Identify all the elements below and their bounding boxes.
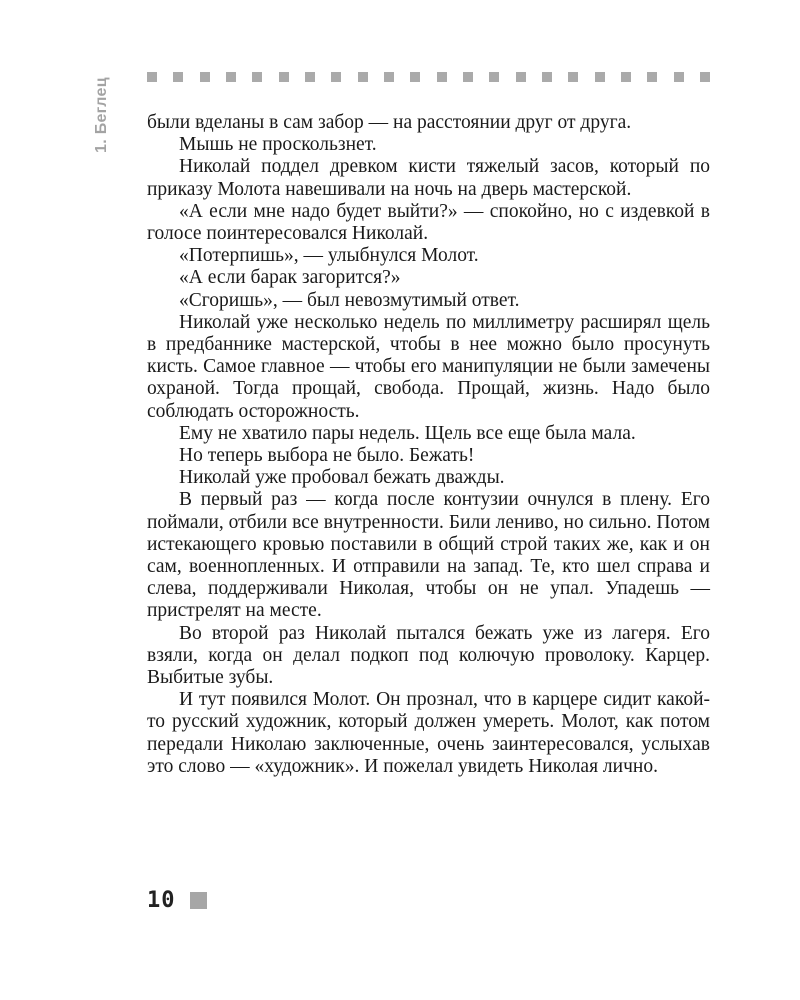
header-decoration <box>147 72 710 82</box>
header-square <box>700 72 710 82</box>
page-footer <box>147 887 207 913</box>
paragraph: «А если мне надо будет выйти?» — спокойно, но с издевкой в голосе поинтересовался Николай. <box>147 200 710 245</box>
paragraph: В первый раз — когда после контузии очнулся в плену. Его поймали, отбили все внутренности. Били лениво, но сильно. Потом истекающего кровью поставили в общий строй таких же, как и он сам, военнопленных. И отправили на запад. Те, кто шел справа и слева, поддерживали Николая, чтобы он не упал. Упадешь — пристрелят на месте. <box>147 489 710 622</box>
paragraph: Ему не хватило пары недель. Щель все еще была мала. <box>179 422 636 444</box>
header-square <box>516 72 526 82</box>
header-square <box>410 72 420 82</box>
header-square <box>568 72 578 82</box>
footer-square <box>190 892 207 909</box>
header-square <box>647 72 657 82</box>
header-square <box>200 72 210 82</box>
header-square <box>595 72 605 82</box>
paragraph: «Потерпишь», — улыбнулся Молот. <box>179 245 479 267</box>
header-square <box>331 72 341 82</box>
header-square <box>384 72 394 82</box>
chapter-title: 1. Беглец <box>93 77 110 153</box>
header-square <box>437 72 447 82</box>
header-square <box>147 72 157 82</box>
header-square <box>173 72 183 82</box>
header-square <box>358 72 368 82</box>
paragraph: «А если барак загорится?» <box>179 267 401 289</box>
header-square <box>305 72 315 82</box>
header-square <box>279 72 289 82</box>
header-square <box>226 72 236 82</box>
paragraph: Николай уже пробовал бежать дважды. <box>179 467 505 489</box>
paragraph: Николай уже несколько недель по миллиметру расширял щель в предбаннике мастерской, чтобы в нее можно было просунуть кисть. Самое главное — чтобы его манипуляции не были замечены охраной. Тогда прощай, свобода. Прощай, жизнь. Надо было соблюдать осторожность. <box>147 311 710 422</box>
paragraph: Мышь не проскользнет. <box>179 134 377 156</box>
body-text <box>147 112 710 778</box>
header-square <box>621 72 631 82</box>
header-square <box>542 72 552 82</box>
paragraph: Но теперь выбора не было. Бежать! <box>179 445 475 467</box>
header-square <box>463 72 473 82</box>
header-square <box>252 72 262 82</box>
page-number: 10 <box>147 887 176 913</box>
paragraph: были вделаны в сам забор — на расстоянии друг от друга. <box>147 112 632 133</box>
paragraph: Николай поддел древком кисти тяжелый засов, который по приказу Молота навешивали на ночь на дверь мастерской. <box>147 156 710 200</box>
header-square <box>674 72 684 82</box>
paragraph: И тут появился Молот. Он прознал, что в карцере сидит какой-то русский художник, который должен умереть. Молот, как потом передали Николаю заключенные, очень заинтересовался, услыхав это слово — «художник». И пожелал увидеть Николая лично. <box>147 689 710 777</box>
header-square <box>489 72 499 82</box>
paragraph: «Сгоришь», — был невозмутимый ответ. <box>179 289 520 311</box>
paragraph: Во второй раз Николай пытался бежать уже из лагеря. Его взяли, когда он делал подкоп под колючую проволоку. Карцер. Выбитые зубы. <box>147 622 710 689</box>
